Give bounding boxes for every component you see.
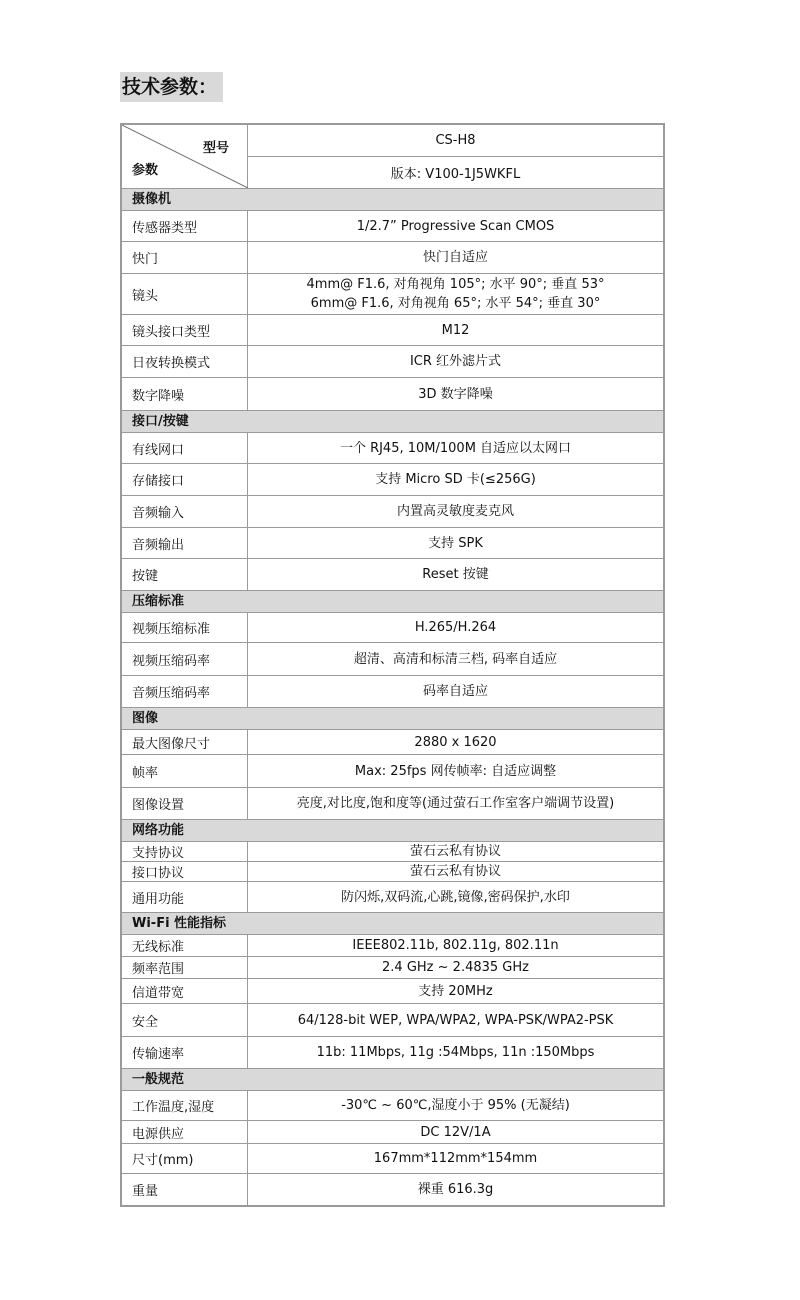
table-row — [122, 979, 663, 1004]
table-row — [122, 1037, 663, 1069]
row-label: 图像设置 — [122, 788, 248, 819]
row-value: 内置高灵敏度麦克风 — [396, 504, 514, 519]
table-row — [122, 1004, 663, 1037]
section-image: 图像 — [122, 708, 663, 730]
table-row — [122, 315, 663, 346]
row-value: 超清、高清和标清三档, 码率自适应 — [353, 651, 558, 667]
row-value: 支持 20MHz — [418, 983, 493, 999]
section-camera: 摄像机 — [122, 189, 663, 211]
lens-line-6mm: 6mm@ F1.6, 对角视角 65°; 水平 54°; 垂直 30° — [310, 296, 601, 311]
spec-table — [120, 123, 665, 1207]
row-value: 防闪烁,双码流,心跳,镜像,密码保护,水印 — [341, 889, 570, 905]
row-label: 帧率 — [122, 755, 248, 787]
row-value: Max: 25fps 网传帧率: 自适应调整 — [354, 763, 557, 779]
row-label: 传感器类型 — [122, 211, 248, 241]
table-row — [122, 433, 663, 464]
table-header — [122, 125, 663, 189]
row-value: 2880 x 1620 — [414, 734, 497, 750]
table-row — [122, 496, 663, 528]
row-label: 音频压缩码率 — [122, 676, 248, 707]
table-row — [122, 755, 663, 788]
row-value: H.265/H.264 — [414, 620, 497, 635]
section-general: 一般规范 — [122, 1069, 663, 1091]
table-row — [122, 211, 663, 242]
section-compression: 压缩标准 — [122, 591, 663, 613]
table-row — [122, 1121, 663, 1144]
row-label: 镜头 — [122, 274, 248, 314]
row-label: 日夜转换模式 — [122, 346, 248, 377]
section-wifi: Wi-Fi 性能指标 — [122, 913, 663, 935]
row-value: 2.4 GHz ~ 2.4835 GHz — [382, 960, 529, 975]
table-row — [122, 842, 663, 862]
row-value: -30℃ ~ 60℃,湿度小于 95% (无凝结) — [341, 1098, 570, 1113]
row-value: 码率自适应 — [422, 684, 488, 699]
row-label: 频率范围 — [122, 957, 248, 978]
table-row — [122, 1091, 663, 1121]
row-label: 镜头接口类型 — [122, 315, 248, 345]
row-label: 电源供应 — [122, 1121, 248, 1143]
row-label: 视频压缩码率 — [122, 643, 248, 675]
row-value: 167mm*112mm*154mm — [373, 1151, 538, 1166]
header-model-label: 型号 — [202, 141, 229, 156]
row-value: IEEE802.11b, 802.11g, 802.11n — [352, 938, 559, 953]
table-row — [122, 957, 663, 979]
table-row — [122, 378, 663, 411]
table-row — [122, 274, 663, 315]
diagonal-line — [122, 125, 248, 188]
row-value: 萤石云私有协议 — [409, 844, 501, 859]
row-value: 64/128-bit WEP, WPA/WPA2, WPA-PSK/WPA2-PSK — [297, 1012, 614, 1028]
version-value: 版本: V100-1J5WKFL — [390, 166, 521, 182]
row-label: 通用功能 — [122, 882, 248, 912]
row-label: 按键 — [122, 559, 248, 590]
row-label: 快门 — [122, 242, 248, 273]
row-value: 3D 数字降噪 — [418, 386, 493, 402]
row-value: ICR 红外滤片式 — [409, 354, 502, 369]
row-label: 安全 — [122, 1004, 248, 1036]
table-row — [122, 643, 663, 676]
section-interface: 接口/按键 — [122, 411, 663, 433]
row-value: 支持 Micro SD 卡(≤256G) — [375, 472, 536, 487]
row-label: 信道带宽 — [122, 979, 248, 1003]
row-label: 工作温度,湿度 — [122, 1091, 248, 1120]
row-value: 亮度,对比度,饱和度等(通过萤石工作室客户端调节设置) — [296, 796, 615, 811]
row-label: 最大图像尺寸 — [122, 730, 248, 754]
table-row — [122, 528, 663, 559]
row-label: 接口协议 — [122, 862, 248, 881]
diagonal-header-cell — [122, 125, 248, 188]
table-row — [122, 346, 663, 378]
model-value: CS-H8 — [248, 125, 663, 157]
row-label: 无线标准 — [122, 935, 248, 956]
table-row — [122, 935, 663, 957]
table-row — [122, 464, 663, 496]
row-label: 支持协议 — [122, 842, 248, 861]
row-value: M12 — [441, 322, 470, 338]
row-label: 重量 — [122, 1174, 248, 1205]
row-label: 尺寸(mm) — [122, 1144, 248, 1173]
row-label: 存储接口 — [122, 464, 248, 495]
row-label: 视频压缩标准 — [122, 613, 248, 642]
row-label: 音频输出 — [122, 528, 248, 558]
table-row — [122, 242, 663, 274]
table-row — [122, 862, 663, 882]
section-network: 网络功能 — [122, 820, 663, 842]
table-row — [122, 882, 663, 913]
row-value-multiline — [248, 274, 663, 314]
row-value: 快门自适应 — [422, 250, 488, 265]
row-label: 有线网口 — [122, 433, 248, 463]
table-row — [122, 613, 663, 643]
row-value: 1/2.7” Progressive Scan CMOS — [356, 218, 555, 234]
row-value: 萤石云私有协议 — [409, 864, 501, 879]
row-value: DC 12V/1A — [420, 1124, 491, 1140]
row-label: 音频输入 — [122, 496, 248, 527]
row-label: 传输速率 — [122, 1037, 248, 1068]
row-label: 数字降噪 — [122, 378, 248, 410]
row-value: 一个 RJ45, 10M/100M 自适应以太网口 — [339, 440, 572, 456]
table-row — [122, 730, 663, 755]
page-heading: 技术参数： — [120, 72, 223, 102]
row-value: 支持 SPK — [428, 535, 483, 551]
row-value: 11b: 11Mbps, 11g :54Mbps, 11n :150Mbps — [316, 1045, 595, 1060]
table-row — [122, 559, 663, 591]
table-row — [122, 788, 663, 820]
header-param-label: 参数 — [132, 163, 159, 178]
row-value: Reset 按键 — [422, 567, 489, 582]
lens-line-4mm: 4mm@ F1.6, 对角视角 105°; 水平 90°; 垂直 53° — [306, 277, 605, 292]
table-row — [122, 676, 663, 708]
row-value: 裸重 616.3g — [417, 1182, 494, 1197]
table-row — [122, 1174, 663, 1205]
table-row — [122, 1144, 663, 1174]
